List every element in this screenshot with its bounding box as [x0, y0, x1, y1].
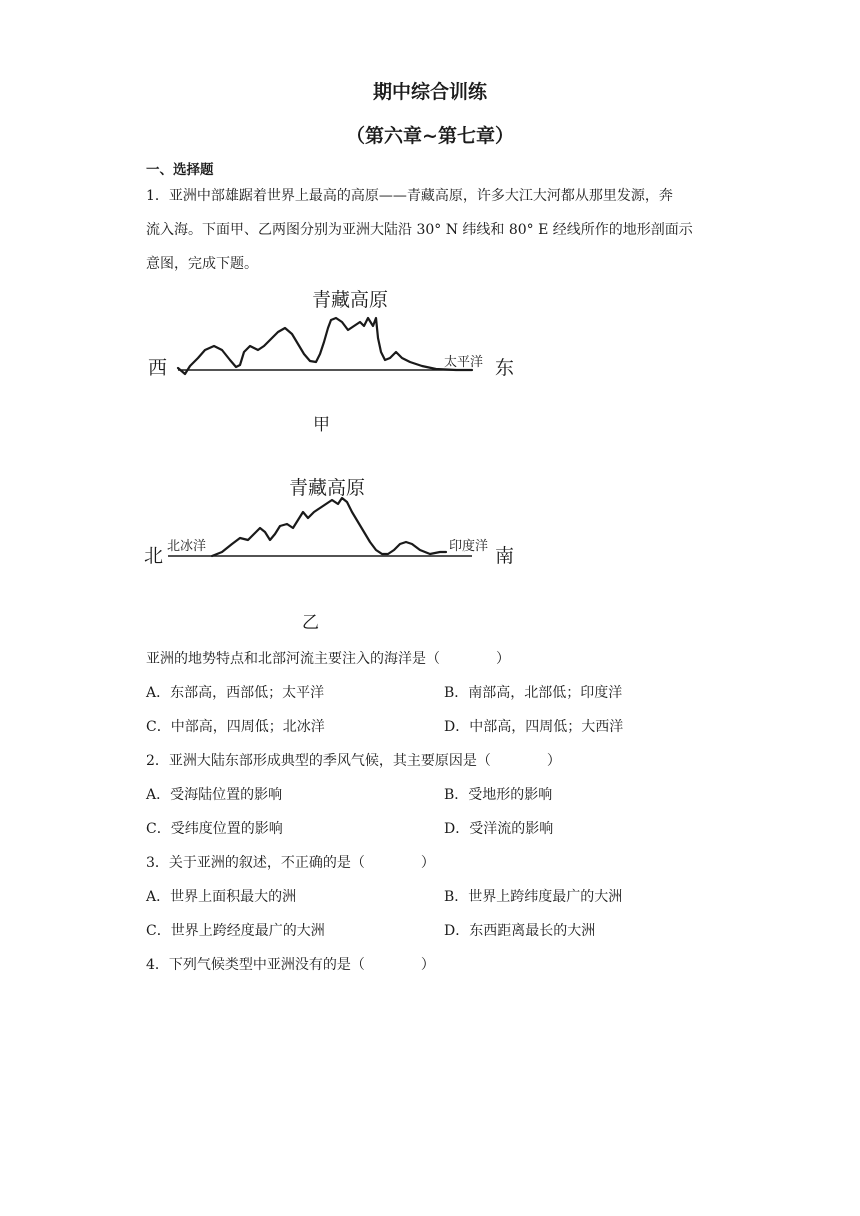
north-label: 北 [144, 545, 164, 567]
q3-option-d[interactable]: D．东西距离最长的大洲 [444, 923, 596, 939]
terrain-line-b [212, 498, 446, 556]
q1-option-b[interactable]: B．南部高，北部低；印度洋 [444, 685, 623, 701]
q3-option-a[interactable]: A．世界上面积最大的洲 [146, 889, 297, 905]
profile-figure-b [140, 468, 530, 633]
q2-option-c[interactable]: C．受纬度位置的影响 [146, 821, 283, 837]
page-subtitle: （第六章~第七章） [346, 125, 514, 147]
q3-stem: 3．关于亚洲的叙述，不正确的是（ ） [146, 855, 435, 871]
q4-stem: 4．下列气候类型中亚洲没有的是（ ） [146, 957, 435, 973]
q3-option-c[interactable]: C．世界上跨经度最广的大洲 [146, 923, 325, 939]
q1-line-1: 1．亚洲中部雄踞着世界上最高的高原——青藏高原，许多大江大河都从那里发源，奔 [146, 188, 673, 204]
q1-option-d[interactable]: D．中部高，四周低；大西洋 [444, 719, 624, 735]
profile-figure-a [140, 282, 530, 432]
q1-line-2: 流入海。下面甲、乙两图分别为亚洲大陆沿 30° N 纬线和 80° E 经线所作的地形剖面示 [146, 222, 693, 238]
pacific-label: 太平洋 [444, 355, 484, 370]
q2-option-b[interactable]: B．受地形的影响 [444, 787, 553, 803]
q1-line-3: 意图，完成下题。 [146, 256, 258, 272]
q2-option-a[interactable]: A．受海陆位置的影响 [146, 787, 283, 803]
figure-b-caption: 乙 [302, 613, 319, 633]
q1-stem: 亚洲的地势特点和北部河流主要注入的海洋是（ ） [146, 651, 510, 667]
section-label: 一、选择题 [146, 162, 214, 178]
indian-label: 印度洋 [449, 539, 489, 554]
terrain-line-a [178, 318, 472, 374]
q2-stem: 2．亚洲大陆东部形成典型的季风气候，其主要原因是（ ） [146, 753, 561, 769]
plateau-label-a: 青藏高原 [312, 289, 389, 311]
q3-option-b[interactable]: B．世界上跨纬度最广的大洲 [444, 889, 623, 905]
q1-option-c[interactable]: C．中部高，四周低；北冰洋 [146, 719, 325, 735]
figure-a-caption: 甲 [313, 415, 330, 432]
arctic-label: 北冰洋 [167, 539, 207, 554]
east-label: 东 [495, 357, 515, 379]
plateau-label-b: 青藏高原 [289, 477, 366, 499]
south-label: 南 [495, 545, 515, 567]
q1-option-a[interactable]: A．东部高，西部低；太平洋 [146, 685, 325, 701]
q2-option-d[interactable]: D．受洋流的影响 [444, 821, 554, 837]
page-title: 期中综合训练 [372, 81, 487, 103]
west-label: 西 [148, 357, 168, 379]
